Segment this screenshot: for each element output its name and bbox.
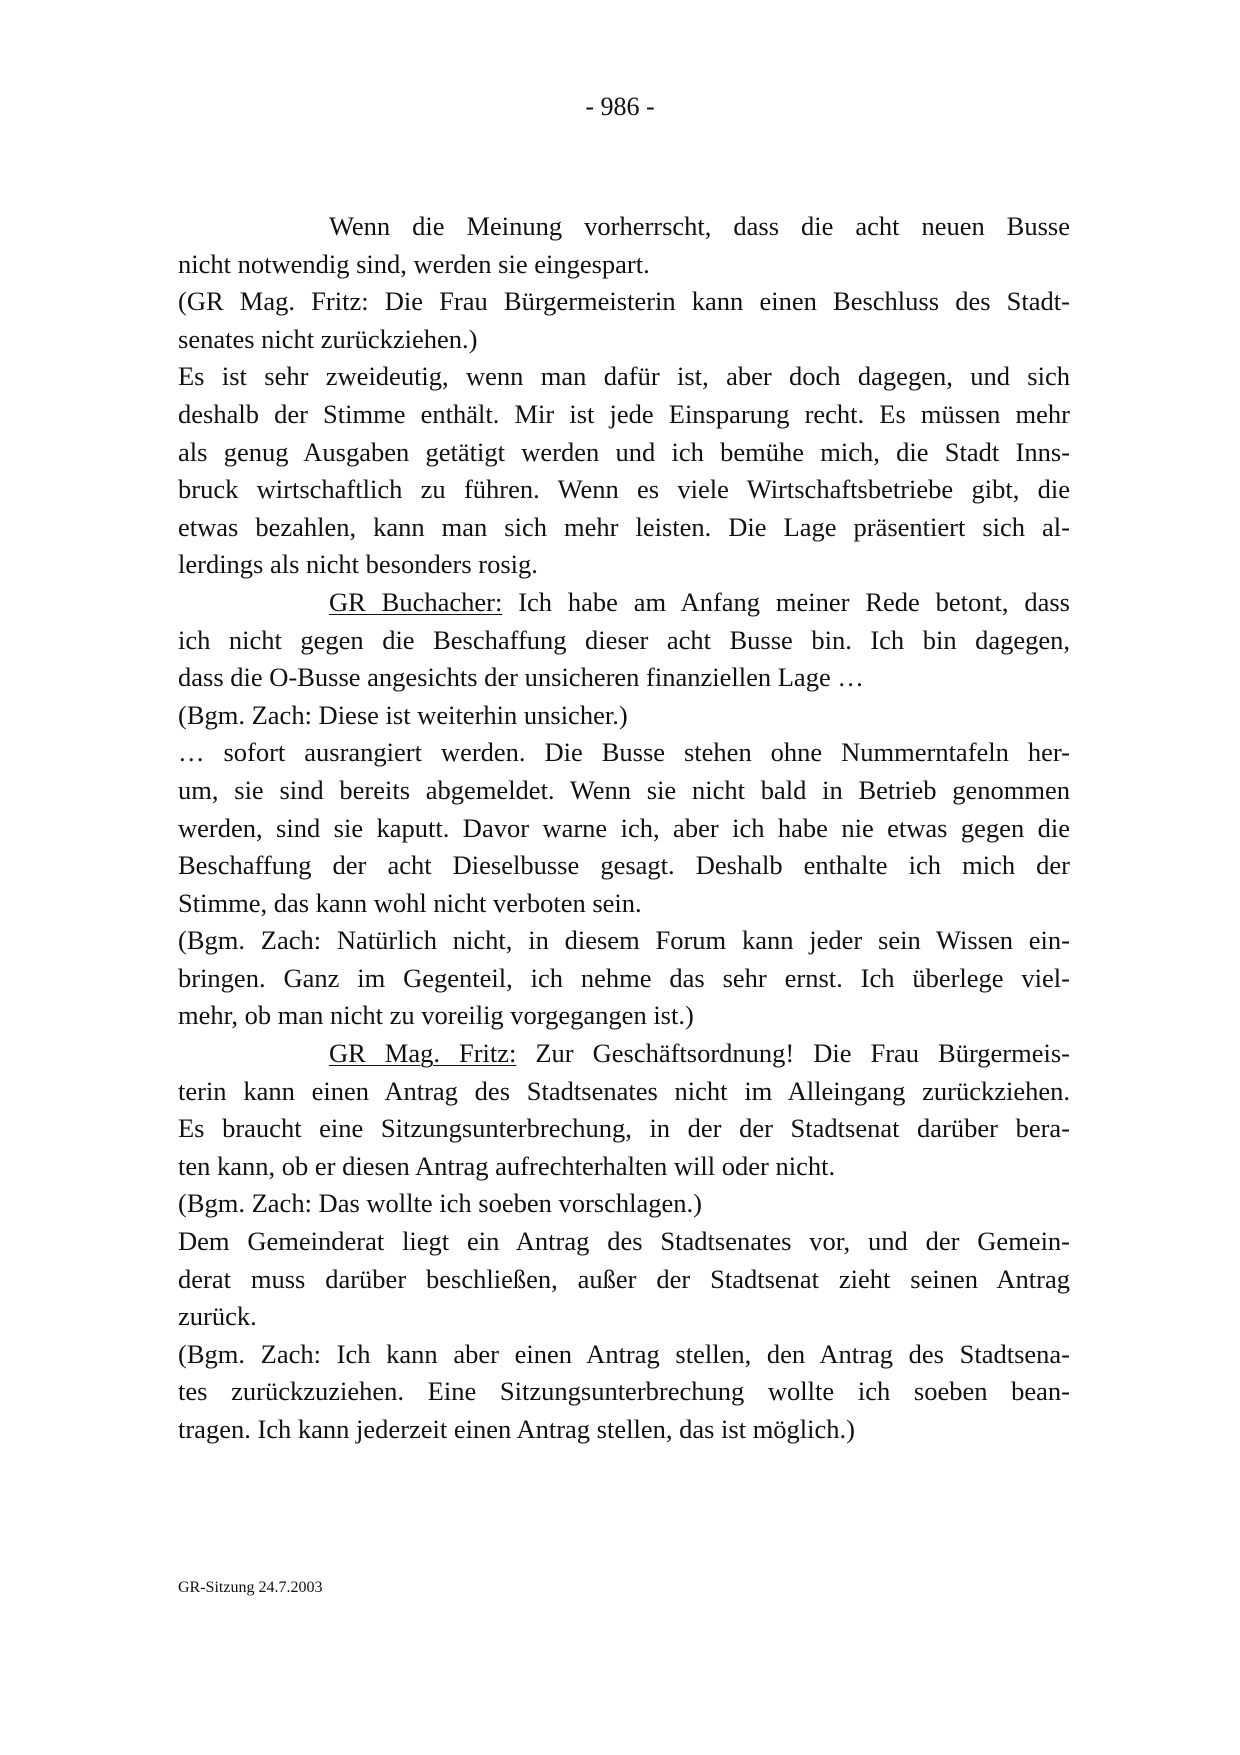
text-line: werden, sind sie kaputt. Davor warne ich, aber ich habe nie etwas gegen die xyxy=(178,812,1070,843)
speaker-line xyxy=(178,584,1070,622)
text-line: als genug Ausgaben getätigt werden und ich bemühe mich, die Stadt Inns- xyxy=(178,436,1070,467)
text-line: derat muss darüber beschließen, außer der Stadtsenat zieht seinen Antrag xyxy=(178,1263,1070,1294)
text-line: mehr, ob man nicht zu voreilig vorgegangen ist.) xyxy=(178,1000,694,1031)
text-line: nicht notwendig sind, werden sie eingespart. xyxy=(178,248,650,279)
text-line: etwas bezahlen, kann man sich mehr leisten. Die Lage präsentiert sich al- xyxy=(178,511,1070,542)
text-line: … sofort ausrangiert werden. Die Busse stehen ohne Nummerntafeln her- xyxy=(178,737,1070,768)
speaker-name: GR Mag. Fritz: xyxy=(329,1038,517,1069)
text-line: dass die O-Busse angesichts der unsicheren finanziellen Lage … xyxy=(178,662,864,693)
speaker-name: GR Buchacher: xyxy=(329,586,503,617)
text-line: deshalb der Stimme enthält. Mir ist jede Einsparung recht. Es müssen mehr xyxy=(178,398,1070,429)
text-line: tragen. Ich kann jederzeit einen Antrag stellen, das ist möglich.) xyxy=(178,1414,855,1444)
page-number: - 986 - xyxy=(585,92,655,121)
text-line: Dem Gemeinderat liegt ein Antrag des Stadtsenates vor, und der Gemein- xyxy=(178,1226,1070,1257)
text-line: tes zurückzuziehen. Eine Sitzungsunterbrechung wollte ich soeben bean- xyxy=(178,1376,1070,1407)
text-line: (Bgm. Zach: Ich kann aber einen Antrag stellen, den Antrag des Stadtsena- xyxy=(178,1338,1070,1369)
footer-session-date: GR-Sitzung 24.7.2003 xyxy=(178,1579,323,1596)
text-line: Wenn die Meinung vorherrscht, dass die acht neuen Busse xyxy=(329,211,1070,241)
speaker-line-text: Zur Geschäftsordnung! Die Frau Bürgermeis- xyxy=(516,1038,1070,1069)
text-line: Beschaffung der acht Dieselbusse gesagt. Deshalb enthalte ich mich der xyxy=(178,850,1070,881)
text-line: ich nicht gegen die Beschaffung dieser acht Busse bin. Ich bin dagegen, xyxy=(178,624,1070,655)
text-line: (Bgm. Zach: Das wollte ich soeben vorschlagen.) xyxy=(178,1188,702,1219)
text-line: (Bgm. Zach: Diese ist weiterhin unsicher.) xyxy=(178,699,628,730)
speaker-line-text: Ich habe am Anfang meiner Rede betont, dass xyxy=(502,586,1070,617)
text-line: bringen. Ganz im Gegenteil, ich nehme das sehr ernst. Ich überlege viel- xyxy=(178,962,1070,993)
text-line: Stimme, das kann wohl nicht verboten sein. xyxy=(178,887,642,918)
text-line: terin kann einen Antrag des Stadtsenates nicht im Alleingang zurückziehen. xyxy=(178,1075,1070,1106)
text-line: ten kann, ob er diesen Antrag aufrechterhalten will oder nicht. xyxy=(178,1150,836,1181)
text-line: lerdings als nicht besonders rosig. xyxy=(178,549,538,580)
text-line: (Bgm. Zach: Natürlich nicht, in diesem Forum kann jeder sein Wissen ein- xyxy=(178,925,1070,956)
text-line: bruck wirtschaftlich zu führen. Wenn es viele Wirtschaftsbetriebe gibt, die xyxy=(178,474,1070,505)
speaker-line xyxy=(178,1035,1070,1073)
text-line: zurück. xyxy=(178,1301,257,1332)
text-line: Es ist sehr zweideutig, wenn man dafür ist, aber doch dagegen, und sich xyxy=(178,361,1070,392)
text-line: Es braucht eine Sitzungsunterbrechung, in der der Stadtsenat darüber bera- xyxy=(178,1113,1070,1144)
text-line: senates nicht zurückziehen.) xyxy=(178,323,478,354)
text-line: (GR Mag. Fritz: Die Frau Bürgermeisterin kann einen Beschluss des Stadt- xyxy=(178,286,1070,317)
transcript-body xyxy=(178,208,1070,1449)
text-line: um, sie sind bereits abgemeldet. Wenn sie nicht bald in Betrieb genommen xyxy=(178,774,1070,805)
